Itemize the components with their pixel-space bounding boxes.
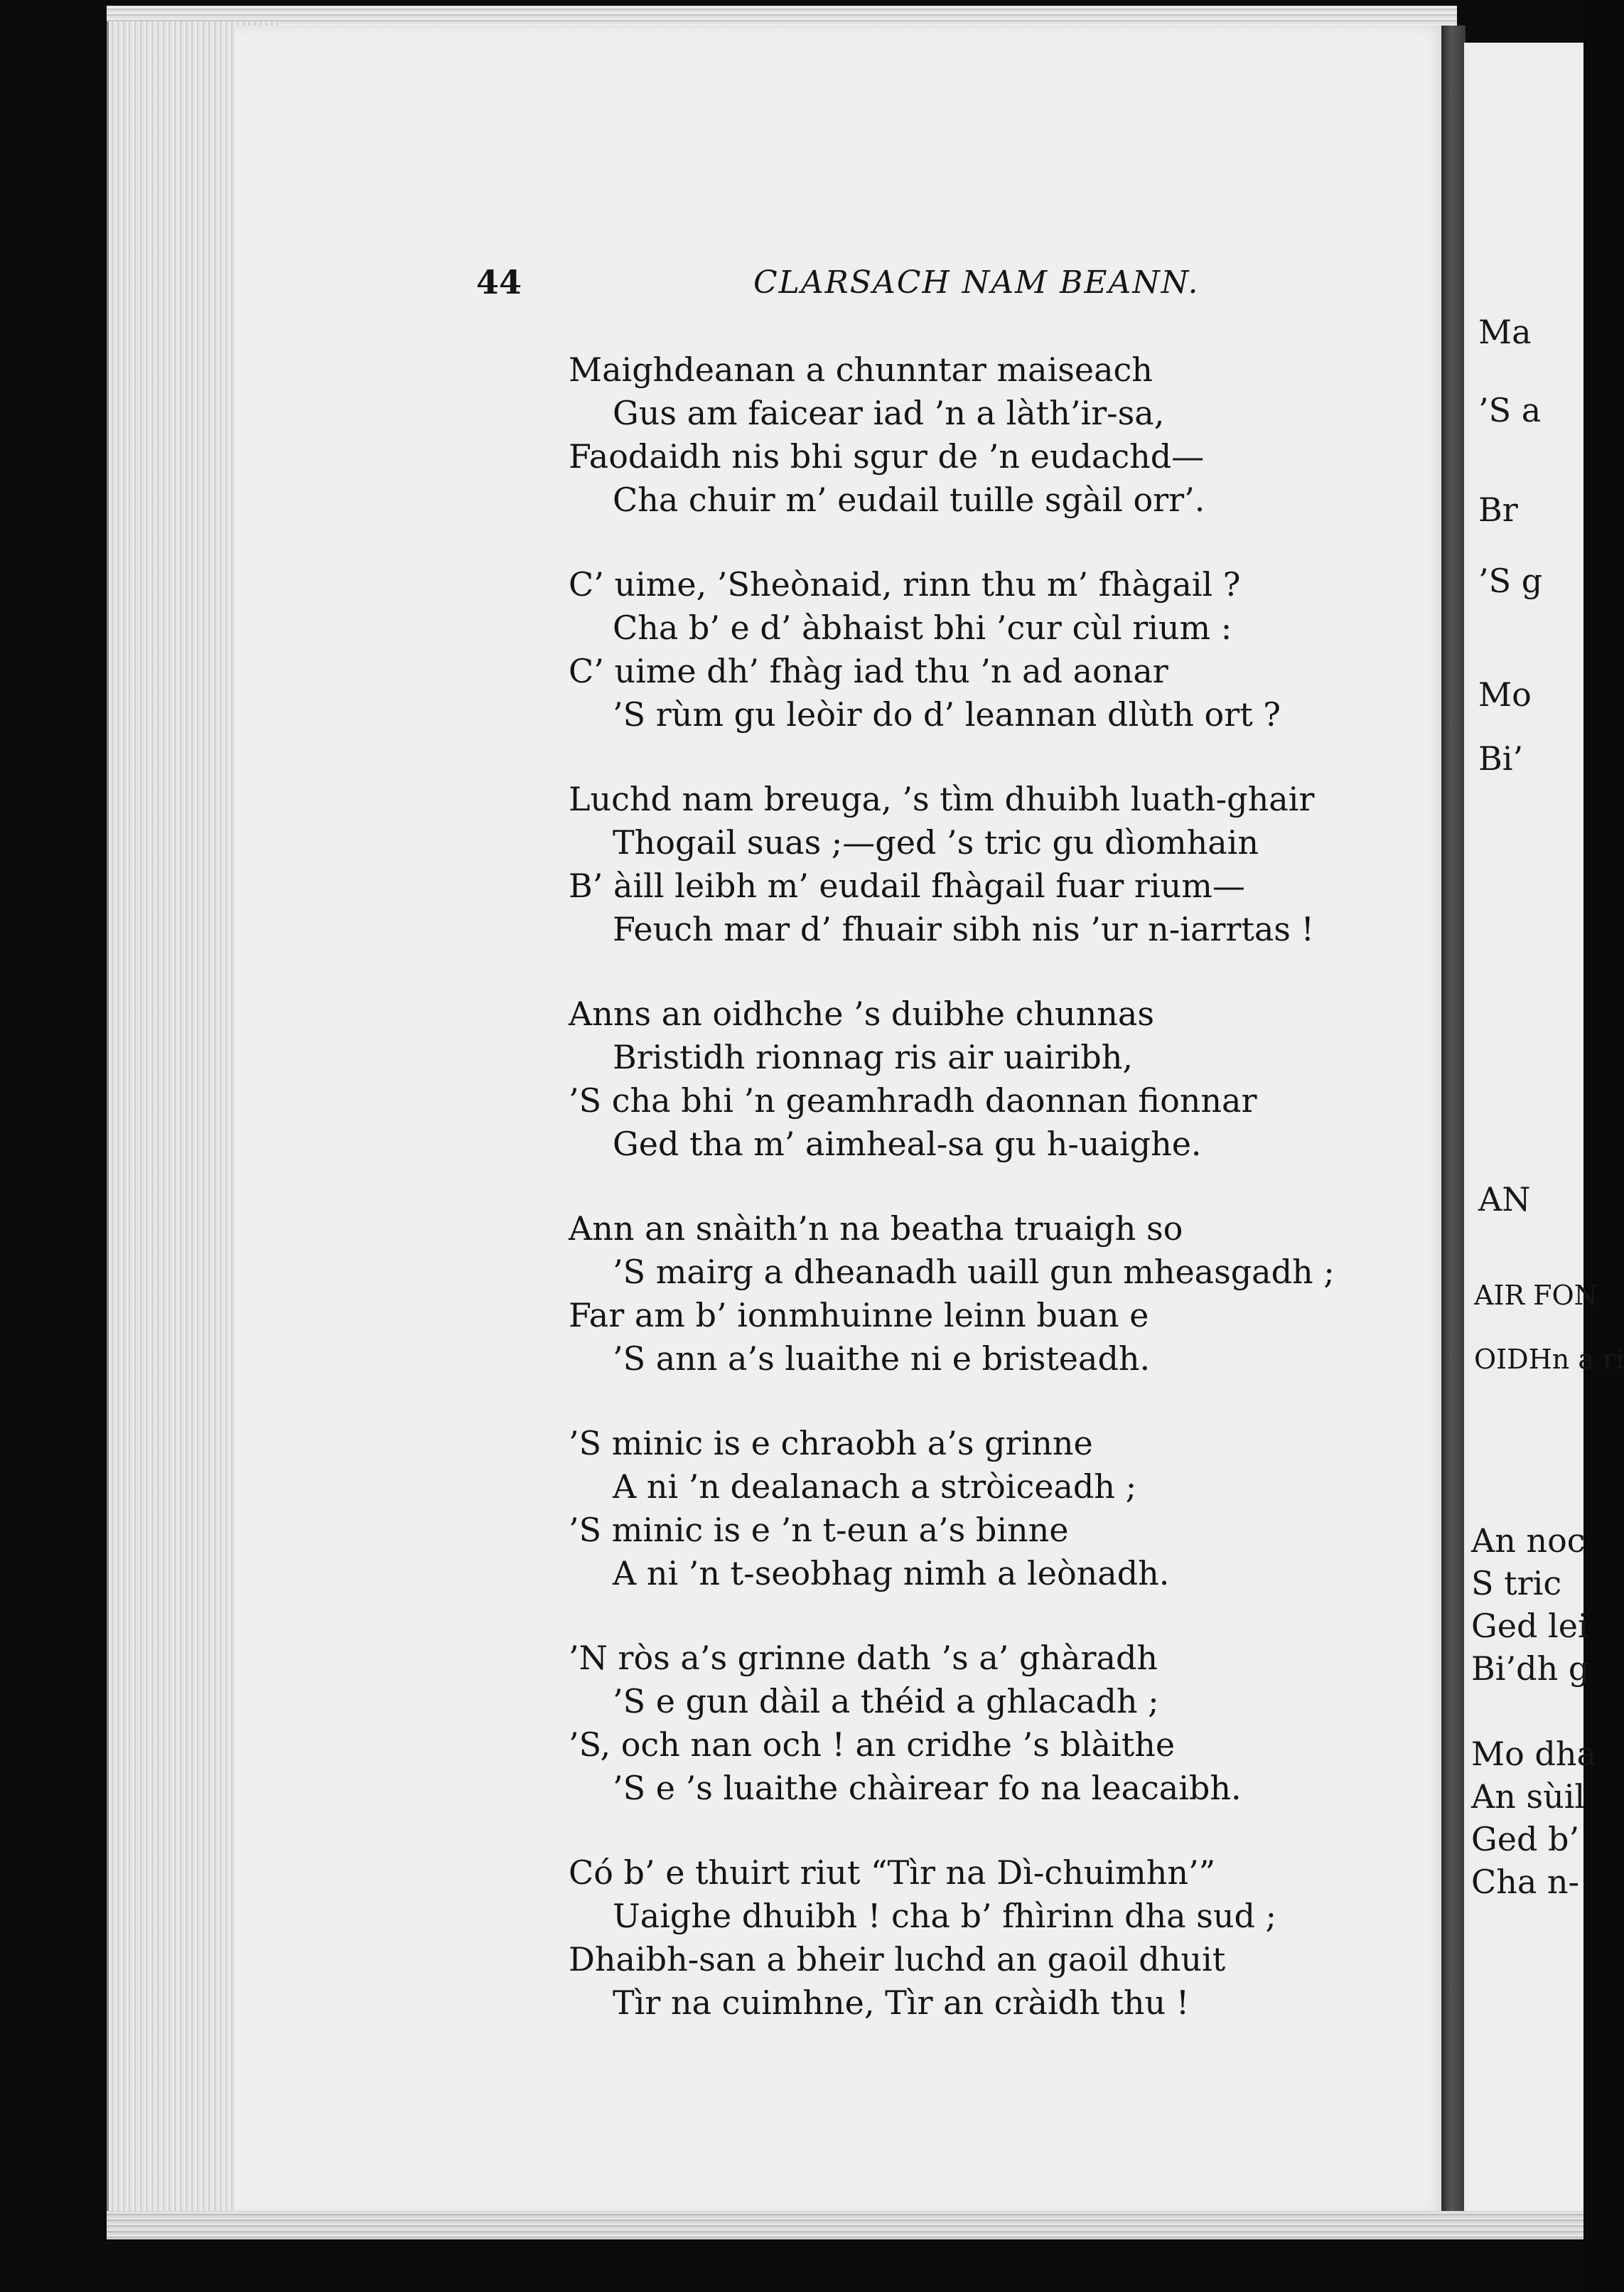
poem-line: Feuch mar d’ fhuair sibh nis ’ur n-iarrtas !: [613, 910, 1314, 948]
right-page-fragment: AIR FON: [1474, 1280, 1598, 1311]
poem-line: Cha chuir m’ eudail tuille sgàil orr’.: [613, 481, 1205, 519]
page-header: [476, 263, 1215, 313]
page-number: 44: [476, 263, 522, 301]
poem-line: ’S minic is e chraobh a’s grinne: [569, 1424, 1093, 1462]
poem-line: ’S rùm gu leòir do d’ leannan dlùth ort ?: [613, 695, 1281, 734]
stanza: [569, 992, 1421, 1166]
poem-line: ’S e ’s luaithe chàirear fo na leacaibh.: [613, 1769, 1242, 1807]
poem-line: A ni ’n dealanach a stròiceadh ;: [613, 1467, 1137, 1506]
right-page-fragment: OIDHn a ri: [1474, 1344, 1624, 1375]
poem-line: Thogail suas ;—ged ’s tric gu dìomhain: [613, 823, 1259, 862]
poem-line: C’ uime, ’Sheònaid, rinn thu m’ fhàgail ?: [569, 565, 1241, 604]
running-title: CLARSACH NAM BEANN.: [753, 264, 1200, 301]
right-page-fragment: Ged b’: [1471, 1820, 1580, 1858]
poem-line: Ged tha m’ aimheal-sa gu h-uaighe.: [613, 1125, 1202, 1163]
poem-line: Gus am faicear iad ’n a làth’ir-sa,: [613, 394, 1165, 432]
right-page-fragment: An noc: [1471, 1521, 1586, 1560]
poem-line: ’N ròs a’s grinne dath ’s a’ ghàradh: [569, 1639, 1158, 1677]
poem-line: Cha b’ e d’ àbhaist bhi ’cur cùl rium :: [613, 609, 1232, 647]
poem-line: Luchd nam breuga, ’s tìm dhuibh luath-ghair: [569, 780, 1315, 818]
stanza: [569, 1207, 1421, 1381]
right-page-fragment: ’S g: [1478, 562, 1543, 600]
poem-line: ’S ann a’s luaithe ni e bristeadh.: [613, 1339, 1151, 1378]
right-page-fragment: Bi’dh g: [1471, 1649, 1590, 1688]
page-stack-bottom-edge: [107, 2211, 1583, 2239]
poem-line: Bristidh rionnag ris air uairibh,: [613, 1038, 1133, 1076]
poem-line: A ni ’n t-seobhag nimh a leònadh.: [613, 1554, 1170, 1592]
stanza: [569, 1851, 1421, 2025]
poem-line: B’ àill leibh m’ eudail fhàgail fuar rium—: [569, 867, 1245, 905]
stanza: [569, 778, 1421, 951]
right-page-fragment: Ged lei: [1471, 1607, 1588, 1645]
right-page-fragment: Cha n-: [1471, 1863, 1580, 1901]
right-page-fragment: Mo dha: [1471, 1735, 1596, 1773]
poem-line: ’S minic is e ’n t-eun a’s binne: [569, 1511, 1069, 1549]
right-page-fragment: Mo: [1478, 675, 1532, 714]
stanza: [569, 348, 1421, 522]
book-gutter: [1441, 26, 1466, 2215]
stanza: [569, 563, 1421, 737]
right-page-fragment: Ma: [1478, 313, 1532, 351]
poem-line: Maighdeanan a chunntar maiseach: [569, 350, 1153, 389]
stanza: [569, 1422, 1421, 1595]
poem-line: Tìr na cuimhne, Tìr an cràidh thu !: [613, 1983, 1190, 2022]
right-page-fragment: ’S a: [1478, 391, 1542, 429]
poem-text: [569, 348, 1421, 2066]
poem-line: ’S, och nan och ! an cridhe ’s blàithe: [569, 1725, 1176, 1764]
poem-line: ’S e gun dàil a théid a ghlacadh ;: [613, 1682, 1159, 1720]
stanza: [569, 1637, 1421, 1810]
poem-line: Uaighe dhuibh ! cha b’ fhìrinn dha sud ;: [613, 1897, 1277, 1935]
poem-line: C’ uime dh’ fhàg iad thu ’n ad aonar: [569, 652, 1168, 690]
right-page: [1464, 43, 1624, 2232]
right-page-fragment: Bi’: [1478, 739, 1524, 778]
poem-line: ’S cha bhi ’n geamhradh daonnan fionnar: [569, 1081, 1257, 1120]
right-page-fragment: Br: [1478, 491, 1518, 529]
poem-line: Anns an oidhche ’s duibhe chunnas: [569, 995, 1154, 1033]
poem-line: Ann an snàith’n na beatha truaigh so: [569, 1209, 1183, 1248]
right-page-fragment: S tric: [1471, 1564, 1562, 1602]
poem-line: ’S mairg a dheanadh uaill gun mheasgadh ;: [613, 1253, 1335, 1291]
poem-line: Có b’ e thuirt riut “Tìr na Dì-chuimhn’”: [569, 1853, 1216, 1892]
right-page-fragment: AN: [1478, 1180, 1531, 1219]
right-page-fragment: An sùil: [1471, 1777, 1586, 1816]
poem-line: Dhaibh-san a bheir luchd an gaoil dhuit: [569, 1940, 1226, 1978]
poem-line: Faodaidh nis bhi sgur de ’n eudachd—: [569, 437, 1205, 476]
poem-line: Far am b’ ionmhuinne leinn buan e: [569, 1296, 1149, 1334]
